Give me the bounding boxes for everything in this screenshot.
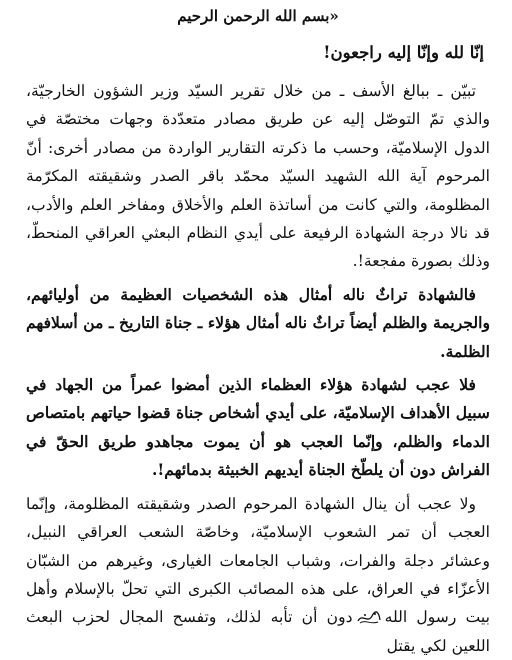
paragraph-4 [26, 490, 490, 660]
salawat-seal-icon [356, 610, 382, 626]
paragraph-2: فالشهادة تراثٌ ناله أمثال هذه الشخصيات العظيمة من أوليائهم، والجريمة والظلم أيضاً تراثٌ ناله أمثال هؤلاء ـ جناة التاريخ ـ من أسلافهم الظلمة. [26, 284, 490, 361]
paragraph-4-text: ولا عجب أن ينال الشهادة المرحوم الصدر وشقيقته المظلومة، وإنّما العجب أن تمر الشعوب الإسلاميّة، وخاصّة الشعب العراقي النبيل، وعشائر دجلة والفرات، وشباب الجامعات الغيارى، وغيرهم من الشبّان الأعزّاء في العراق، على هذه المصائب الكبرى التي تحلّ بالإسلام وأهل بيت رسول الله [26, 494, 490, 627]
paragraph-3: فلا عجب لشهادة هؤلاء العظماء الذين أمضوا عمراً من الجهاد في سبيل الأهداف الإسلاميّة، على أيدي أشخاص جناة قضوا حياتهم بامتصاص الدماء والظلم، وإنّما العجب هو أن يموت مجاهدو طريق الحقّ في الفراش دون أن يلطّخ الجناة أيديهم الخبيثة بدمائهم!. [26, 375, 490, 480]
paragraph-4-end: دون أن تأبه لذلك، وتفسح المجال لحزب البعث اللعين لكي يقتل [26, 608, 490, 655]
basmala-heading: «بسم الله الرحمن الرحيم [177, 7, 339, 25]
paragraph-1: تبيّن ـ ببالغ الأسف ـ من خلال تقرير السيّد وزير الشؤون الخارجيّة، والذي تمّ التوصّل إليه عن طريق مصادر متعدّدة وجهات مختصّة في الدول الإسلاميّة، وحسب ما ذكرته التقارير الواردة من مصادر أخرى: أنّ المرحوم آية الله الشهيد السيّد محمّد باقر الصدر وشقيقته المكرّمة المظلومة، والتي كانت من أساتذة العلم والأخلاق ومفاخر العلم والأدب، قد نالا درجة الشهادة الرفيعة على أيدي النظام البعثي العراقي المنحطّ، وذلك بصورة مفجعة!. [26, 82, 490, 271]
opening-verse: إنّا لله وإنّا إليه راجعون! [323, 43, 484, 62]
